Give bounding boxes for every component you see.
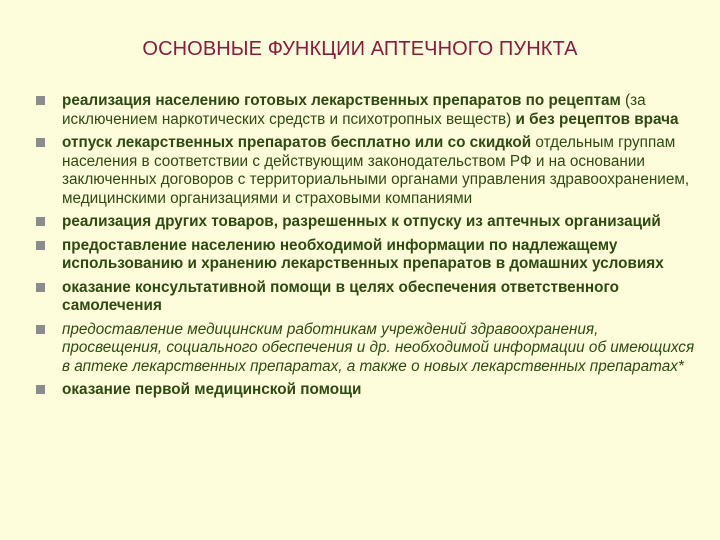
item-text-bold: реализация других товаров, разрешенных к отпуску из аптечных организаций <box>62 213 661 230</box>
item-text-regular: (за исключением наркотических средств и психотропных веществ) <box>62 92 646 128</box>
item-text-bold: отпуск лекарственных препаратов бесплатно или со скидкой <box>62 134 532 151</box>
list-item <box>36 92 696 129</box>
square-bullet-icon <box>36 138 45 147</box>
item-text-regular: отдельным группам населения в соответствии с действующим законодательством РФ и на основании заключенных договоров с территориальными органами управления здравоохранением, медицинскими организациями и страховыми компаниями <box>62 134 690 207</box>
square-bullet-icon <box>36 325 45 334</box>
square-bullet-icon <box>36 385 45 394</box>
list-item <box>36 321 696 377</box>
square-bullet-icon <box>36 217 45 226</box>
list-item <box>36 213 696 232</box>
list-item <box>36 381 696 400</box>
item-text-bold: и без рецептов врача <box>515 110 679 128</box>
item-text-bold: реализация населению готовых лекарственных препаратов по рецептам <box>62 92 621 109</box>
item-text-italic: предоставление медицинским работникам учреждений здравоохранения, просвещения, социального обеспечения и др. необходимой информации об имеющихся в аптеке лекарственных препаратах, а также о новых лекарственных препаратах* <box>62 320 695 375</box>
item-text-bold: оказание консультативной помощи в целях обеспечения ответственного самолечения <box>62 278 620 314</box>
square-bullet-icon <box>36 241 45 250</box>
functions-list <box>36 92 696 405</box>
square-bullet-icon <box>36 96 45 105</box>
item-text-bold: оказание первой медицинской помощи <box>62 381 362 398</box>
slide-title: ОСНОВНЫЕ ФУНКЦИИ АПТЕЧНОГО ПУНКТА <box>142 38 578 60</box>
list-item <box>36 237 696 274</box>
square-bullet-icon <box>36 283 45 292</box>
list-item <box>36 134 696 208</box>
list-item <box>36 279 696 316</box>
item-text-bold: предоставление населению необходимой информации по надлежащему использованию и хранению лекарственных препаратов в домашних условиях <box>62 236 664 272</box>
